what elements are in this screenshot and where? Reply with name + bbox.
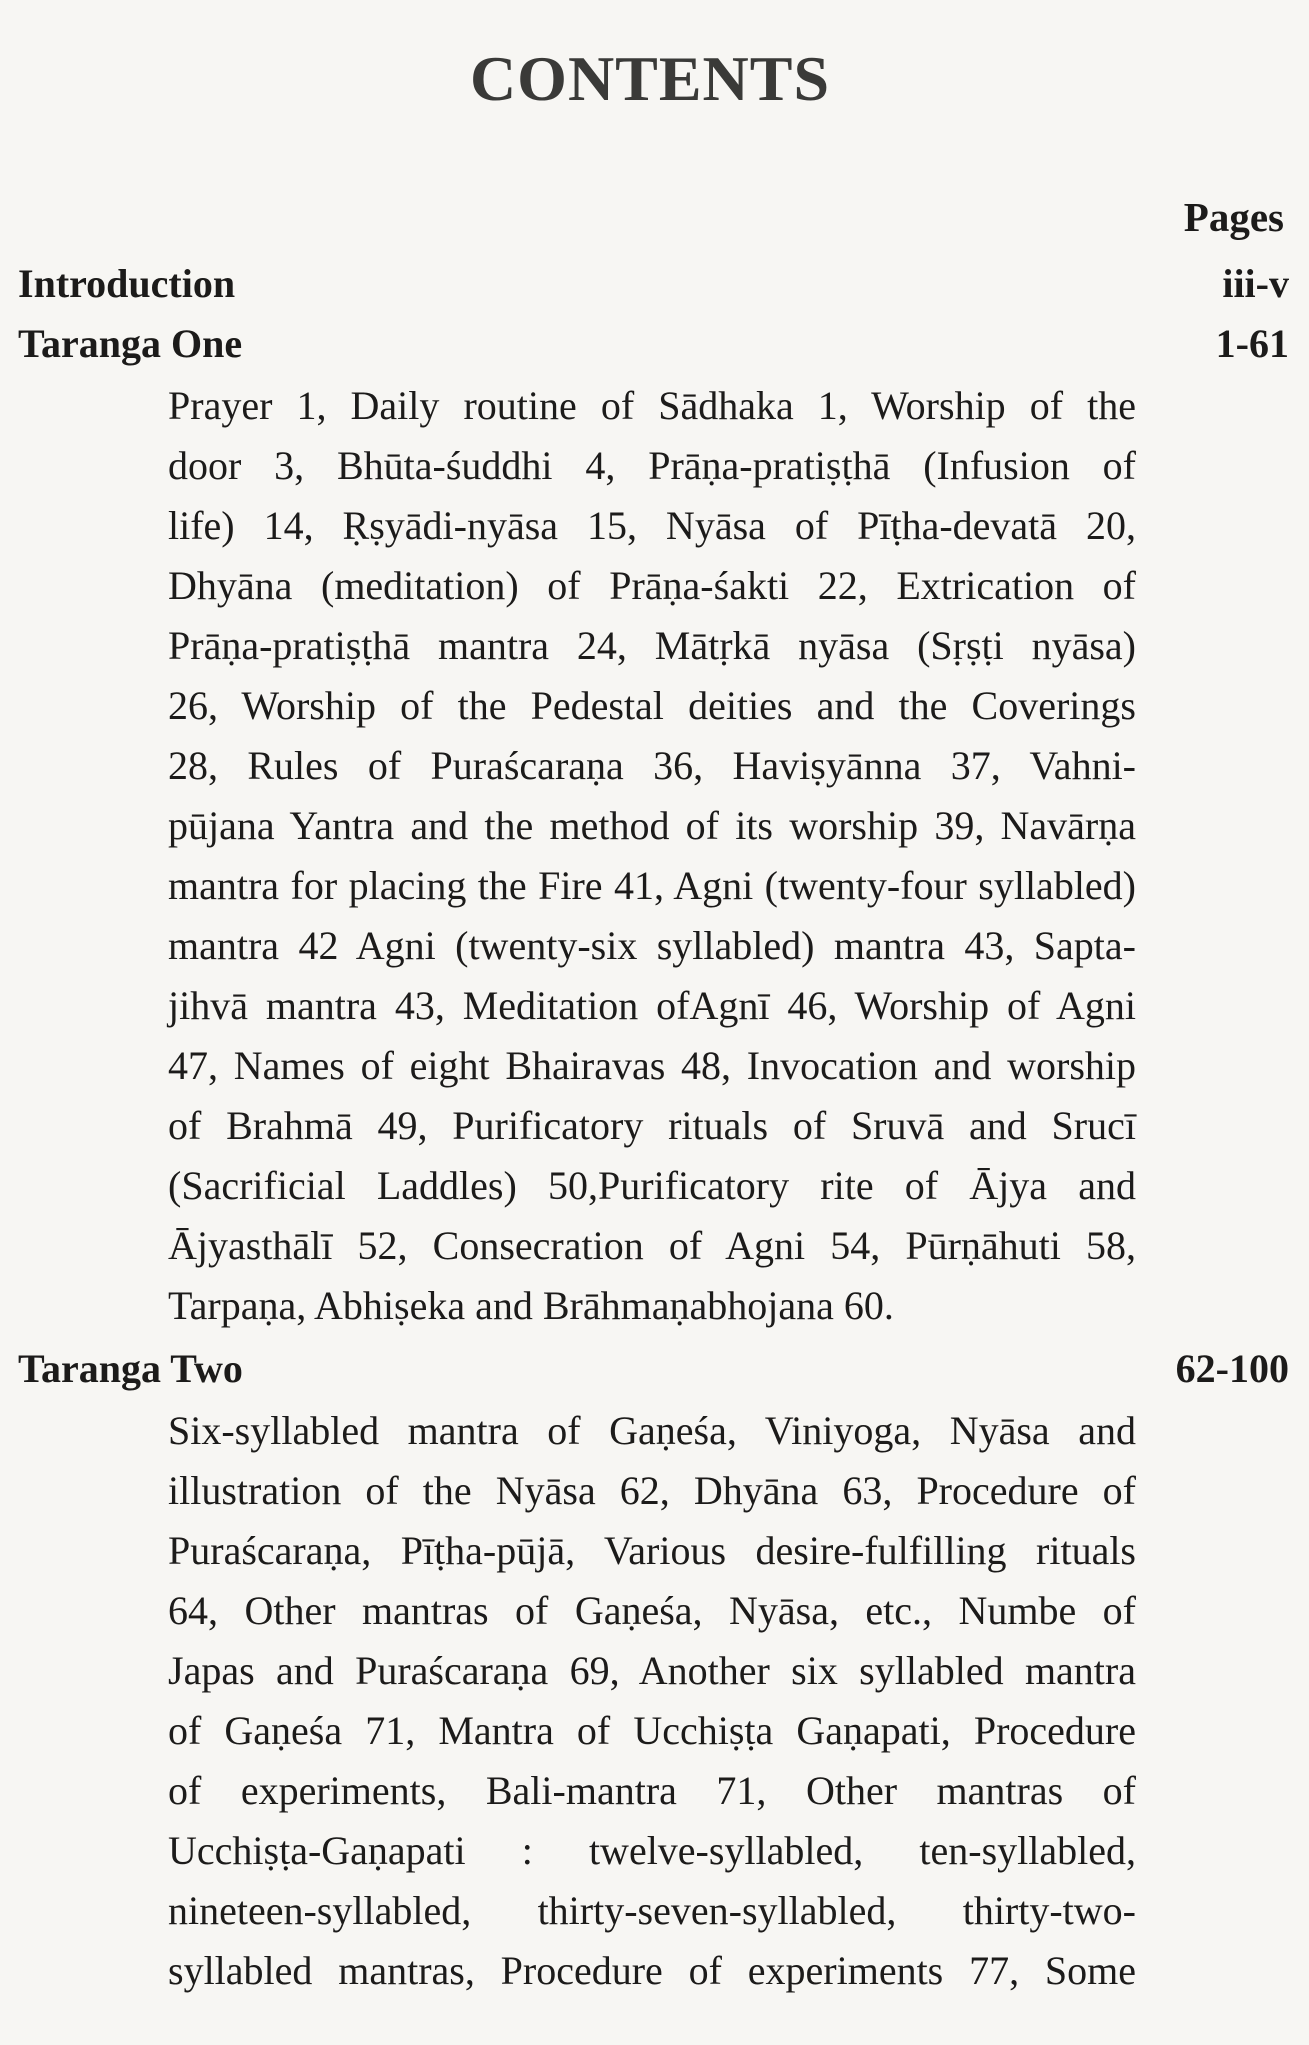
description-line: Japas and Puraścaraṇa 69, Another six syllabled mantra <box>168 1648 1136 1693</box>
description-line: Six-syllabled mantra of Gaṇeśa, Viniyoga, Nyāsa and <box>168 1408 1136 1453</box>
description-line: mantra for placing the Fire 41, Agni (twenty-four syllabled) <box>168 863 1136 908</box>
description-line: Prayer 1, Daily routine of Sādhaka 1, Worship of the <box>168 383 1136 428</box>
description-line: 28, Rules of Puraścaraṇa 36, Haviṣyānna 37, Vahni- <box>168 743 1136 788</box>
description-line: Prāṇa-pratiṣṭhā mantra 24, Mātṛkā nyāsa (Sṛṣṭi nyāsa) <box>168 623 1136 668</box>
toc-entry-introduction[interactable] <box>18 260 1289 316</box>
description-line: (Sacrificial Laddles) 50,Purificatory rite of Ājya and <box>168 1163 1136 1208</box>
toc-entry-taranga-two[interactable] <box>18 1345 1289 1401</box>
description-line: nineteen-syllabled, thirty-seven-syllabled, thirty-two- <box>168 1888 1136 1933</box>
description-line: of experiments, Bali-mantra 71, Other mantras of <box>168 1768 1136 1813</box>
description-line: mantra 42 Agni (twenty-six syllabled) mantra 43, Sapta- <box>168 923 1136 968</box>
toc-entry-taranga-one[interactable] <box>18 320 1289 376</box>
entry-title: Introduction <box>18 261 236 306</box>
description-line: syllabled mantras, Procedure of experiments 77, Some <box>168 1948 1136 1993</box>
description-line: 64, Other mantras of Gaṇeśa, Nyāsa, etc., Numbe of <box>168 1588 1136 1633</box>
description-line: of Gaṇeśa 71, Mantra of Ucchiṣṭa Gaṇapati, Procedure <box>168 1708 1136 1753</box>
page-title: CONTENTS <box>469 43 831 114</box>
entry-title: Taranga One <box>18 321 243 366</box>
description-line: illustration of the Nyāsa 62, Dhyāna 63, Procedure of <box>168 1468 1136 1513</box>
entry-pages: 1-61 <box>1215 321 1289 366</box>
description-line: 47, Names of eight Bhairavas 48, Invocation and worship <box>168 1043 1136 1088</box>
pages-column-header: Pages <box>1183 194 1284 240</box>
entry-pages: 62-100 <box>1175 1346 1289 1391</box>
description-line: Puraścaraṇa, Pīṭha-pūjā, Various desire-fulfilling rituals <box>168 1528 1136 1573</box>
description-line: life) 14, Ṛṣyādi-nyāsa 15, Nyāsa of Pīṭha-devatā 20, <box>168 503 1136 548</box>
entry-title: Taranga Two <box>18 1346 243 1391</box>
description-line: Dhyāna (meditation) of Prāṇa-śakti 22, Extrication of <box>168 563 1136 608</box>
description-line: 26, Worship of the Pedestal deities and the Coverings <box>168 683 1136 728</box>
description-line: Ājyasthālī 52, Consecration of Agni 54, Pūrṇāhuti 58, <box>168 1223 1136 1268</box>
description-line: of Brahmā 49, Purificatory rituals of Sruvā and Srucī <box>168 1103 1136 1148</box>
entry-description <box>168 1401 1136 2001</box>
description-line: pūjana Yantra and the method of its worship 39, Navārṇa <box>168 803 1136 848</box>
entry-description <box>168 376 1136 1336</box>
description-line: Ucchiṣṭa-Gaṇapati : twelve-syllabled, ten-syllabled, <box>168 1828 1136 1873</box>
entry-pages: iii-v <box>1222 261 1289 306</box>
description-line: jihvā mantra 43, Meditation ofAgnī 46, Worship of Agni <box>168 983 1136 1028</box>
description-line: door 3, Bhūta-śuddhi 4, Prāṇa-pratiṣṭhā (Infusion of <box>168 443 1136 488</box>
description-line: Tarpaṇa, Abhiṣeka and Brāhmaṇabhojana 60. <box>168 1283 894 1328</box>
